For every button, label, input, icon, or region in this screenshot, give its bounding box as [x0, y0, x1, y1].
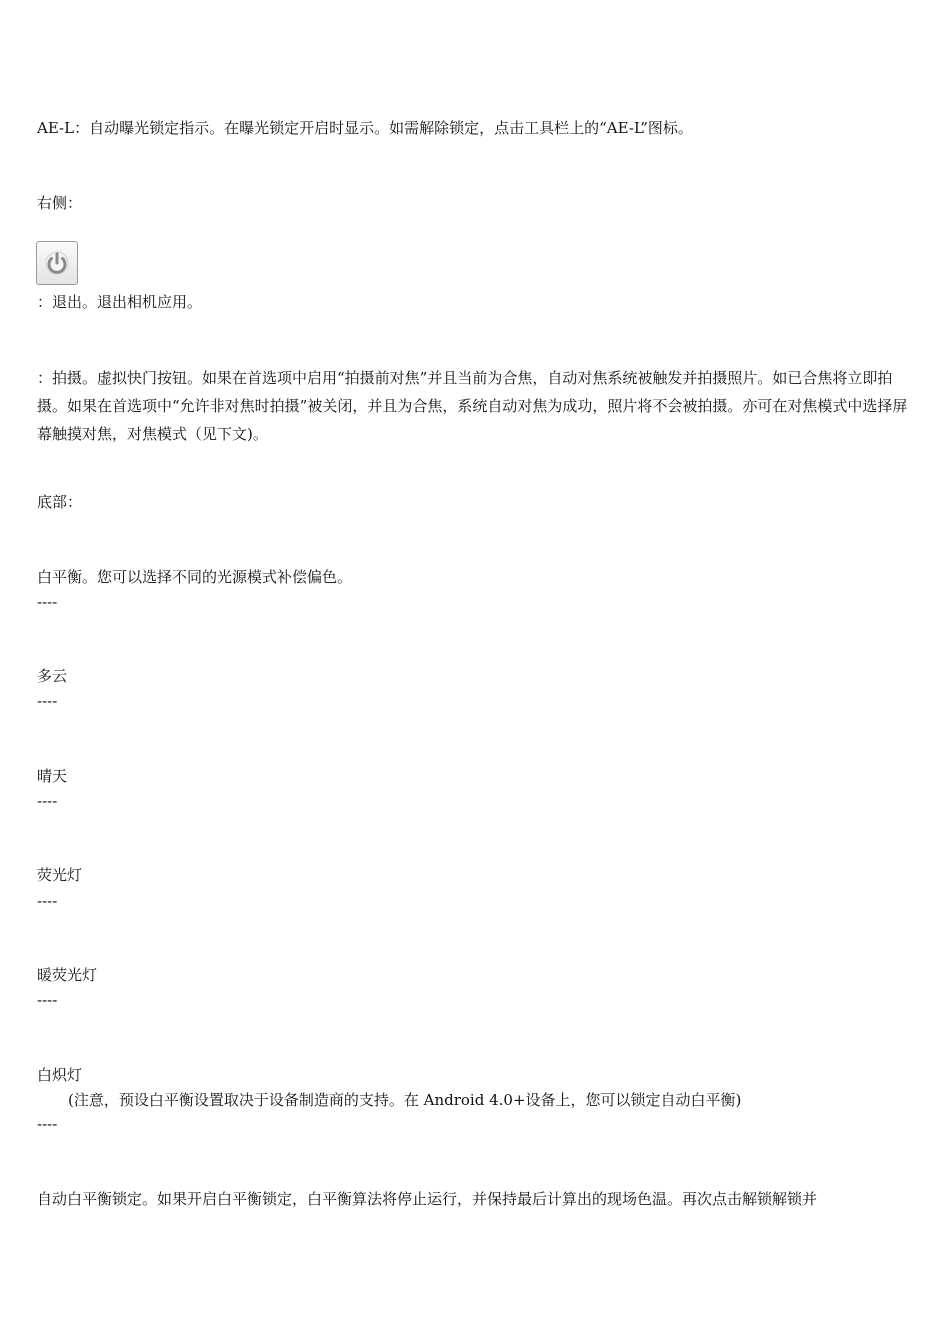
wb-incandescent: 白炽灯 — [37, 1066, 83, 1084]
white-balance-text: 白平衡。您可以选择不同的光源模式补偿偏色。 — [37, 568, 353, 586]
wb-cloudy: 多云 — [37, 667, 68, 685]
awb-lock-text: 自动白平衡锁定。如果开启白平衡锁定，白平衡算法将停止运行，并保持最后计算出的现场色温。再次点击解锁解锁并 — [37, 1190, 818, 1208]
bottom-heading: 底部： — [37, 493, 83, 511]
right-heading: 右侧： — [37, 194, 83, 212]
separator: ---- — [37, 692, 58, 710]
exit-description: ：退出。退出相机应用。 — [37, 293, 203, 311]
wb-note: (注意，预设白平衡设置取决于设备制造商的支持。在 Android 4.0+设备上，您可以锁定自动白平衡) — [68, 1091, 742, 1109]
wb-fluorescent: 荧光灯 — [37, 866, 83, 884]
separator: ---- — [37, 1115, 58, 1133]
wb-warm-fluorescent: 暖荧光灯 — [37, 966, 98, 984]
power-icon — [36, 241, 78, 285]
ae-lock-text: AE-L：自动曝光锁定指示。在曝光锁定开启时显示。如需解除锁定，点击工具栏上的“AE-L”图标。 — [37, 119, 693, 137]
separator: ---- — [37, 892, 58, 910]
separator: ---- — [37, 593, 58, 611]
separator: ---- — [37, 991, 58, 1009]
separator: ---- — [37, 792, 58, 810]
wb-sunny: 晴天 — [37, 767, 68, 785]
shoot-description: ：拍摄。虚拟快门按钮。如果在首选项中启用“拍摄前对焦”并且当前为合焦，自动对焦系统被触发并拍摄照片。如已合焦将立即拍摄。如果在首选项中“允许非对焦时拍摄”被关闭，并且为合焦，系统自动对焦为成功，照片将不会被拍摄。亦可在对焦模式中选择屏幕触摸对焦，对焦模式（见下文)。 — [37, 369, 908, 443]
